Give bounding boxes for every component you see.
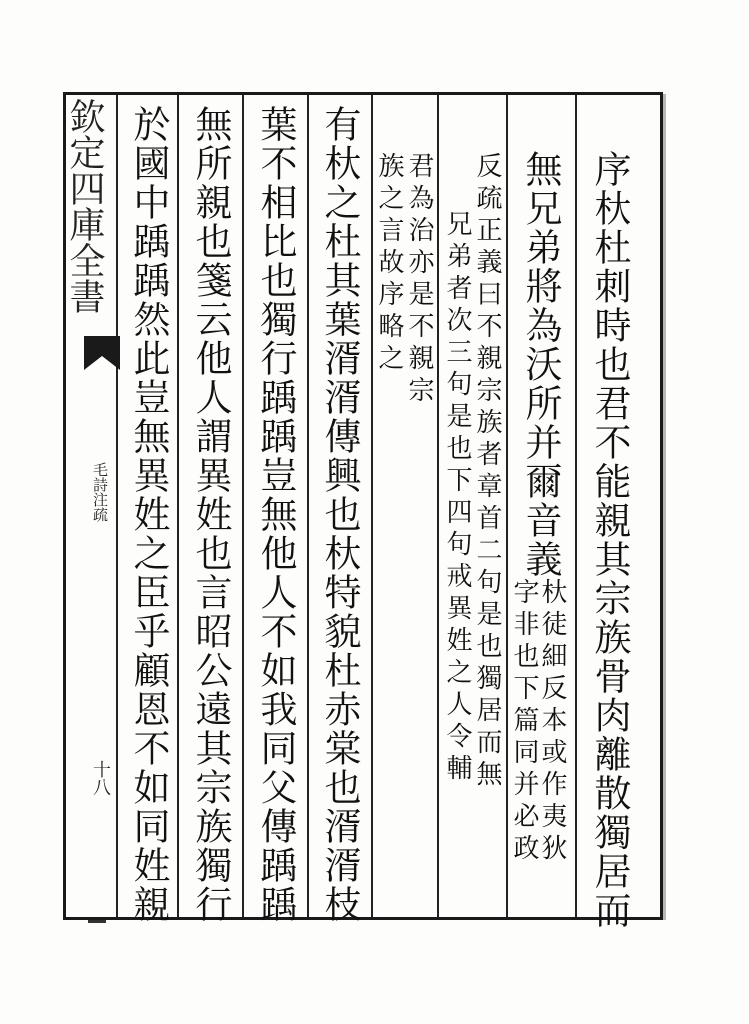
commentary-line: 族之言故序略之 (374, 152, 404, 376)
commentary-line: 字非也下篇同并必政 (509, 578, 539, 866)
text-column: 無所親也箋云他人謂異姓也言昭公遠其宗族獨行 (189, 105, 232, 924)
text-column: 於國中踽踽然此豈無異姓之臣乎顧恩不如同姓親 (127, 105, 170, 924)
column-rule (437, 95, 439, 917)
text-column: 有杕之杜其葉湑湑傳興也杕特貌杜赤棠也湑湑枝 (318, 105, 361, 924)
commentary-line: 君為治亦是不親宗 (404, 152, 434, 408)
page-number: 十八 (90, 760, 111, 796)
commentary-line: 兄弟者次三句是也下四句戒異姓之人令輔 (442, 210, 472, 786)
column-rule (177, 95, 179, 917)
text-column: 序杕杜刺時也君不能親其宗族骨肉離散獨居而 (588, 150, 631, 930)
scan-speck (88, 920, 106, 923)
text-column: 無兄弟將為沃所并爾音義 (519, 150, 562, 579)
fishtail-mark-icon (84, 336, 120, 370)
column-rule (575, 95, 577, 917)
column-rule (307, 95, 309, 917)
column-rule (506, 95, 508, 917)
column-rule (116, 95, 118, 917)
column-rule (371, 95, 373, 917)
text-column: 葉不相比也獨行踽踽豈無他人不如我同父傳踽踽 (254, 105, 297, 924)
column-rule (242, 95, 244, 917)
commentary-line: 反疏正義曰不親宗族者章首二句是也獨居而無 (472, 152, 502, 792)
book-title: 欽定四庫全書 (64, 98, 105, 314)
commentary-line: 杕徒細反本或作夷狄 (537, 578, 567, 866)
volume-title: 毛詩注疏 (91, 462, 109, 522)
scan-edge (663, 94, 666, 920)
